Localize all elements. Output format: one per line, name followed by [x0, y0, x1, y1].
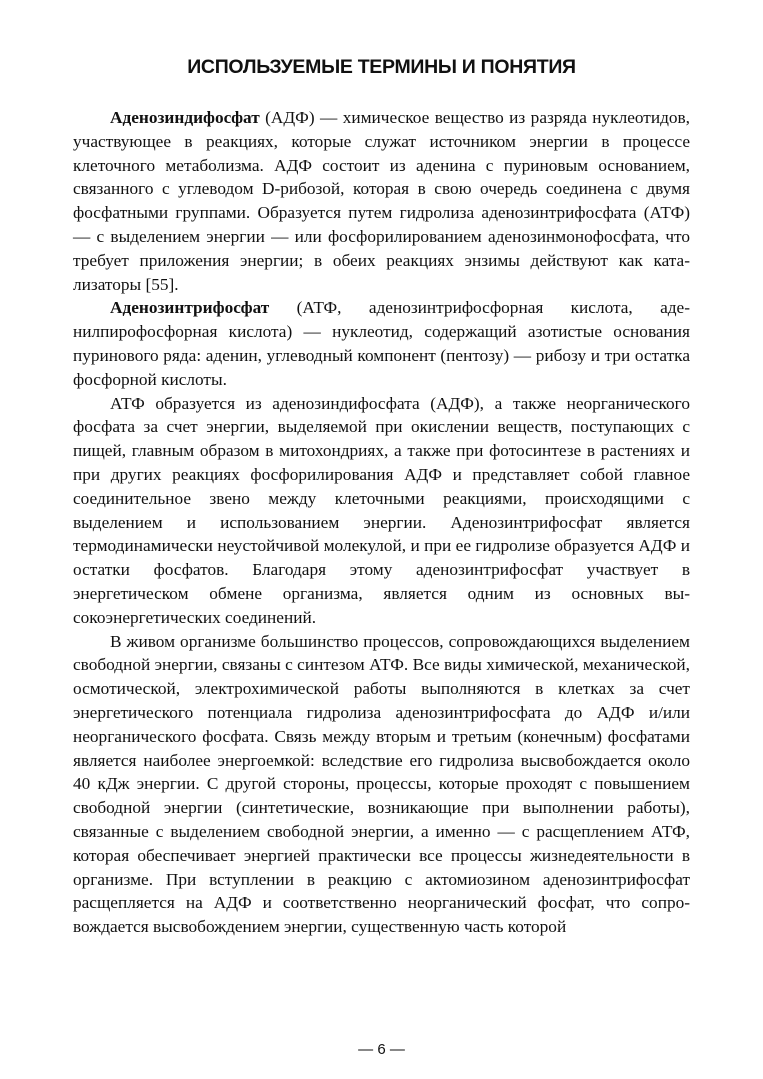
body-text [73, 106, 690, 939]
term-atp: Аденозинтрифосфат [110, 298, 270, 318]
paragraph-text: В живом организме большинство процессов, сопровождающихся выделением свободной энергии, связаны с синтезом АТФ. Все виды химической, механической, осмотической, электрохимической работы выполняются в клетках за счет энергетического потенциала гидролиза аденозинтрифосфата до АДФ и/или неорганического фосфата. Связь между вторым и третьим (конечным) фосфатами является наиболее энергоемкой: вследствие его гидролиза высвобождается около 40 кДж энергии. С другой стороны, процессы, которые проходят с повышением свободной энергии (синтетические, возникающие при выполнении работы), связанные с выделением свободной энергии, а именно — с расщеплением АТФ, которая обеспечивает энергией практически все процессы жизнедеятельности в организме. При вступлении в реакцию с актомиозином аденозинтрифосфат расщепляется на АДФ и соответственно неорганический фосфат, что сопровождается высвобождением энергии, существенную часть которой [73, 631, 690, 937]
paragraph-atp [73, 296, 690, 391]
section-heading: ИСПОЛЬЗУЕМЫЕ ТЕРМИНЫ И ПОНЯТИЯ [187, 56, 576, 78]
paragraph-text: АТФ образуется из аденозиндифосфата (АДФ), а также неорганического фосфата за счет энергии, выделяемой при окислении веществ, поступающих с пищей, главным образом в митохондриях, а также при фотосинтезе в растениях и при других реакциях фосфорилирования АДФ и представляет собой главное соединительное звено между клеточными реакциями, происходящими с выделением и использованием энергии. Аденозинтрифосфат является термодинамически неустойчивой молекулой, и при ее гидролизе образуется АДФ и остатки фосфатов. Благодаря этому аденозинтрифосфат участвует в энергетическом обмене организма, является одним из основных высокоэнергетических соединений. [73, 393, 690, 627]
definition-atp: (АТФ, аденозинтрифосфорная кислота, аденилпирофосфорная кислота) — нуклеотид, содержащий азотистые основания пуринового ряда: аденин, углеводный компонент (пентозу) — рибозу и три остатка фосфорной кислоты. [73, 298, 690, 389]
paragraph-atp-formation [73, 392, 690, 630]
page-number: — 6 — [358, 1041, 405, 1058]
paragraph-adp [73, 106, 690, 296]
definition-adp: (АДФ) — химическое вещество из разряда нуклеотидов, участвующее в реакциях, которые служат источником энергии в процессе клеточного метаболизма. АДФ состоит из аденина с пуриновым основанием, связанного с углеводом D-рибозой, которая в свою очередь соединена с двумя фосфатными группами. Образуется путем гидролиза аденозинтрифосфата (АТФ) — с выделением энергии — или фосфорилированием аденозинмонофосфата, что требует приложения энергии; в обеих реакциях энзимы действуют как катализаторы [55]. [73, 108, 690, 294]
term-adp: Аденозиндифосфат [110, 108, 260, 127]
paragraph-atp-energy [73, 630, 690, 939]
